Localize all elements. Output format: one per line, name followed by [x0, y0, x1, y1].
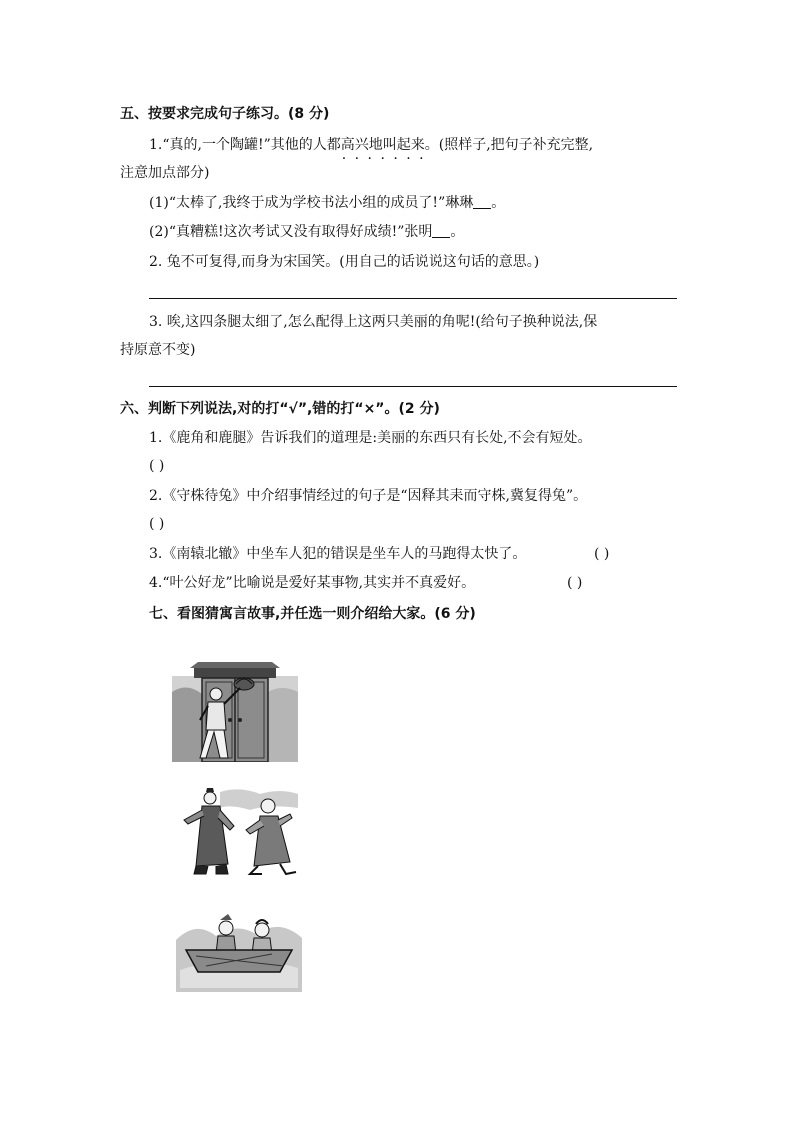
illustration-boat — [176, 910, 302, 992]
q2-answer-line[interactable] — [149, 298, 677, 299]
q3-text: 3. 唉,这四条腿太细了,怎么配得上这两只美丽的角呢!(给句子换种说法,保 — [149, 314, 598, 330]
q1-sub1 — [149, 193, 505, 213]
judge-item-2: 2.《守株待兔》中介绍事情经过的句子是“因释其耒而守株,冀复得兔”。 — [149, 488, 588, 504]
q3-answer-line[interactable] — [149, 386, 677, 387]
q1-text-b: 。(照样子,把句子补充完整, — [424, 137, 594, 153]
q1-text-a: 1.“真的,一个陶罐!”其他的人都 — [149, 137, 341, 153]
judge-answer-2[interactable]: ( ) — [149, 516, 165, 532]
section5-title: 五、按要求完成句子练习。(8 分) — [120, 106, 330, 122]
judge-answer-4[interactable]: ( ) — [567, 575, 583, 591]
q3-continuation: 持原意不变) — [120, 342, 196, 358]
judge-item-1: 1.《鹿角和鹿腿》告诉我们的道理是:美丽的东西只有长处,不会有短处。 — [149, 430, 592, 446]
section6-title: 六、判断下列说法,对的打“√”,错的打“×”。(2 分) — [120, 401, 440, 417]
q1-continuation: 注意加点部分) — [120, 165, 210, 181]
judge-item-4: 4.“叶公好龙”比喻说是爱好某事物,其实并不真爱好。 — [149, 575, 476, 591]
q1-line — [149, 135, 593, 155]
q1-sub2-period: 。 — [450, 224, 465, 240]
q1-sub1-blank[interactable] — [473, 194, 491, 209]
q1-sub2 — [149, 222, 464, 242]
judge-item-3: 3.《南辕北辙》中坐车人犯的错误是坐车人的马跑得太快了。 — [149, 546, 527, 562]
q1-sub1-period: 。 — [491, 195, 506, 211]
q1-dotted-text: 高兴地叫起来 · · · — [341, 137, 425, 153]
judge-answer-1[interactable]: ( ) — [149, 458, 165, 474]
illustration-two-men — [180, 786, 298, 876]
q2-text: 2. 兔不可复得,而身为宋国笑。(用自己的话说说这句话的意思。) — [149, 254, 540, 270]
q1-sub1-text: (1)“太棒了,我终于成为学校书法小组的成员了!”琳琳 — [149, 195, 474, 211]
q1-sub2-text: (2)“真糟糕!这次考试又没有取得好成绩!”张明 — [149, 224, 433, 240]
q1-sub2-blank[interactable] — [432, 223, 450, 238]
illustration-dragon-gate — [172, 662, 298, 762]
judge-answer-3[interactable]: ( ) — [594, 546, 610, 562]
section7-title: 七、看图猜寓言故事,并任选一则介绍给大家。(6 分) — [149, 606, 476, 622]
